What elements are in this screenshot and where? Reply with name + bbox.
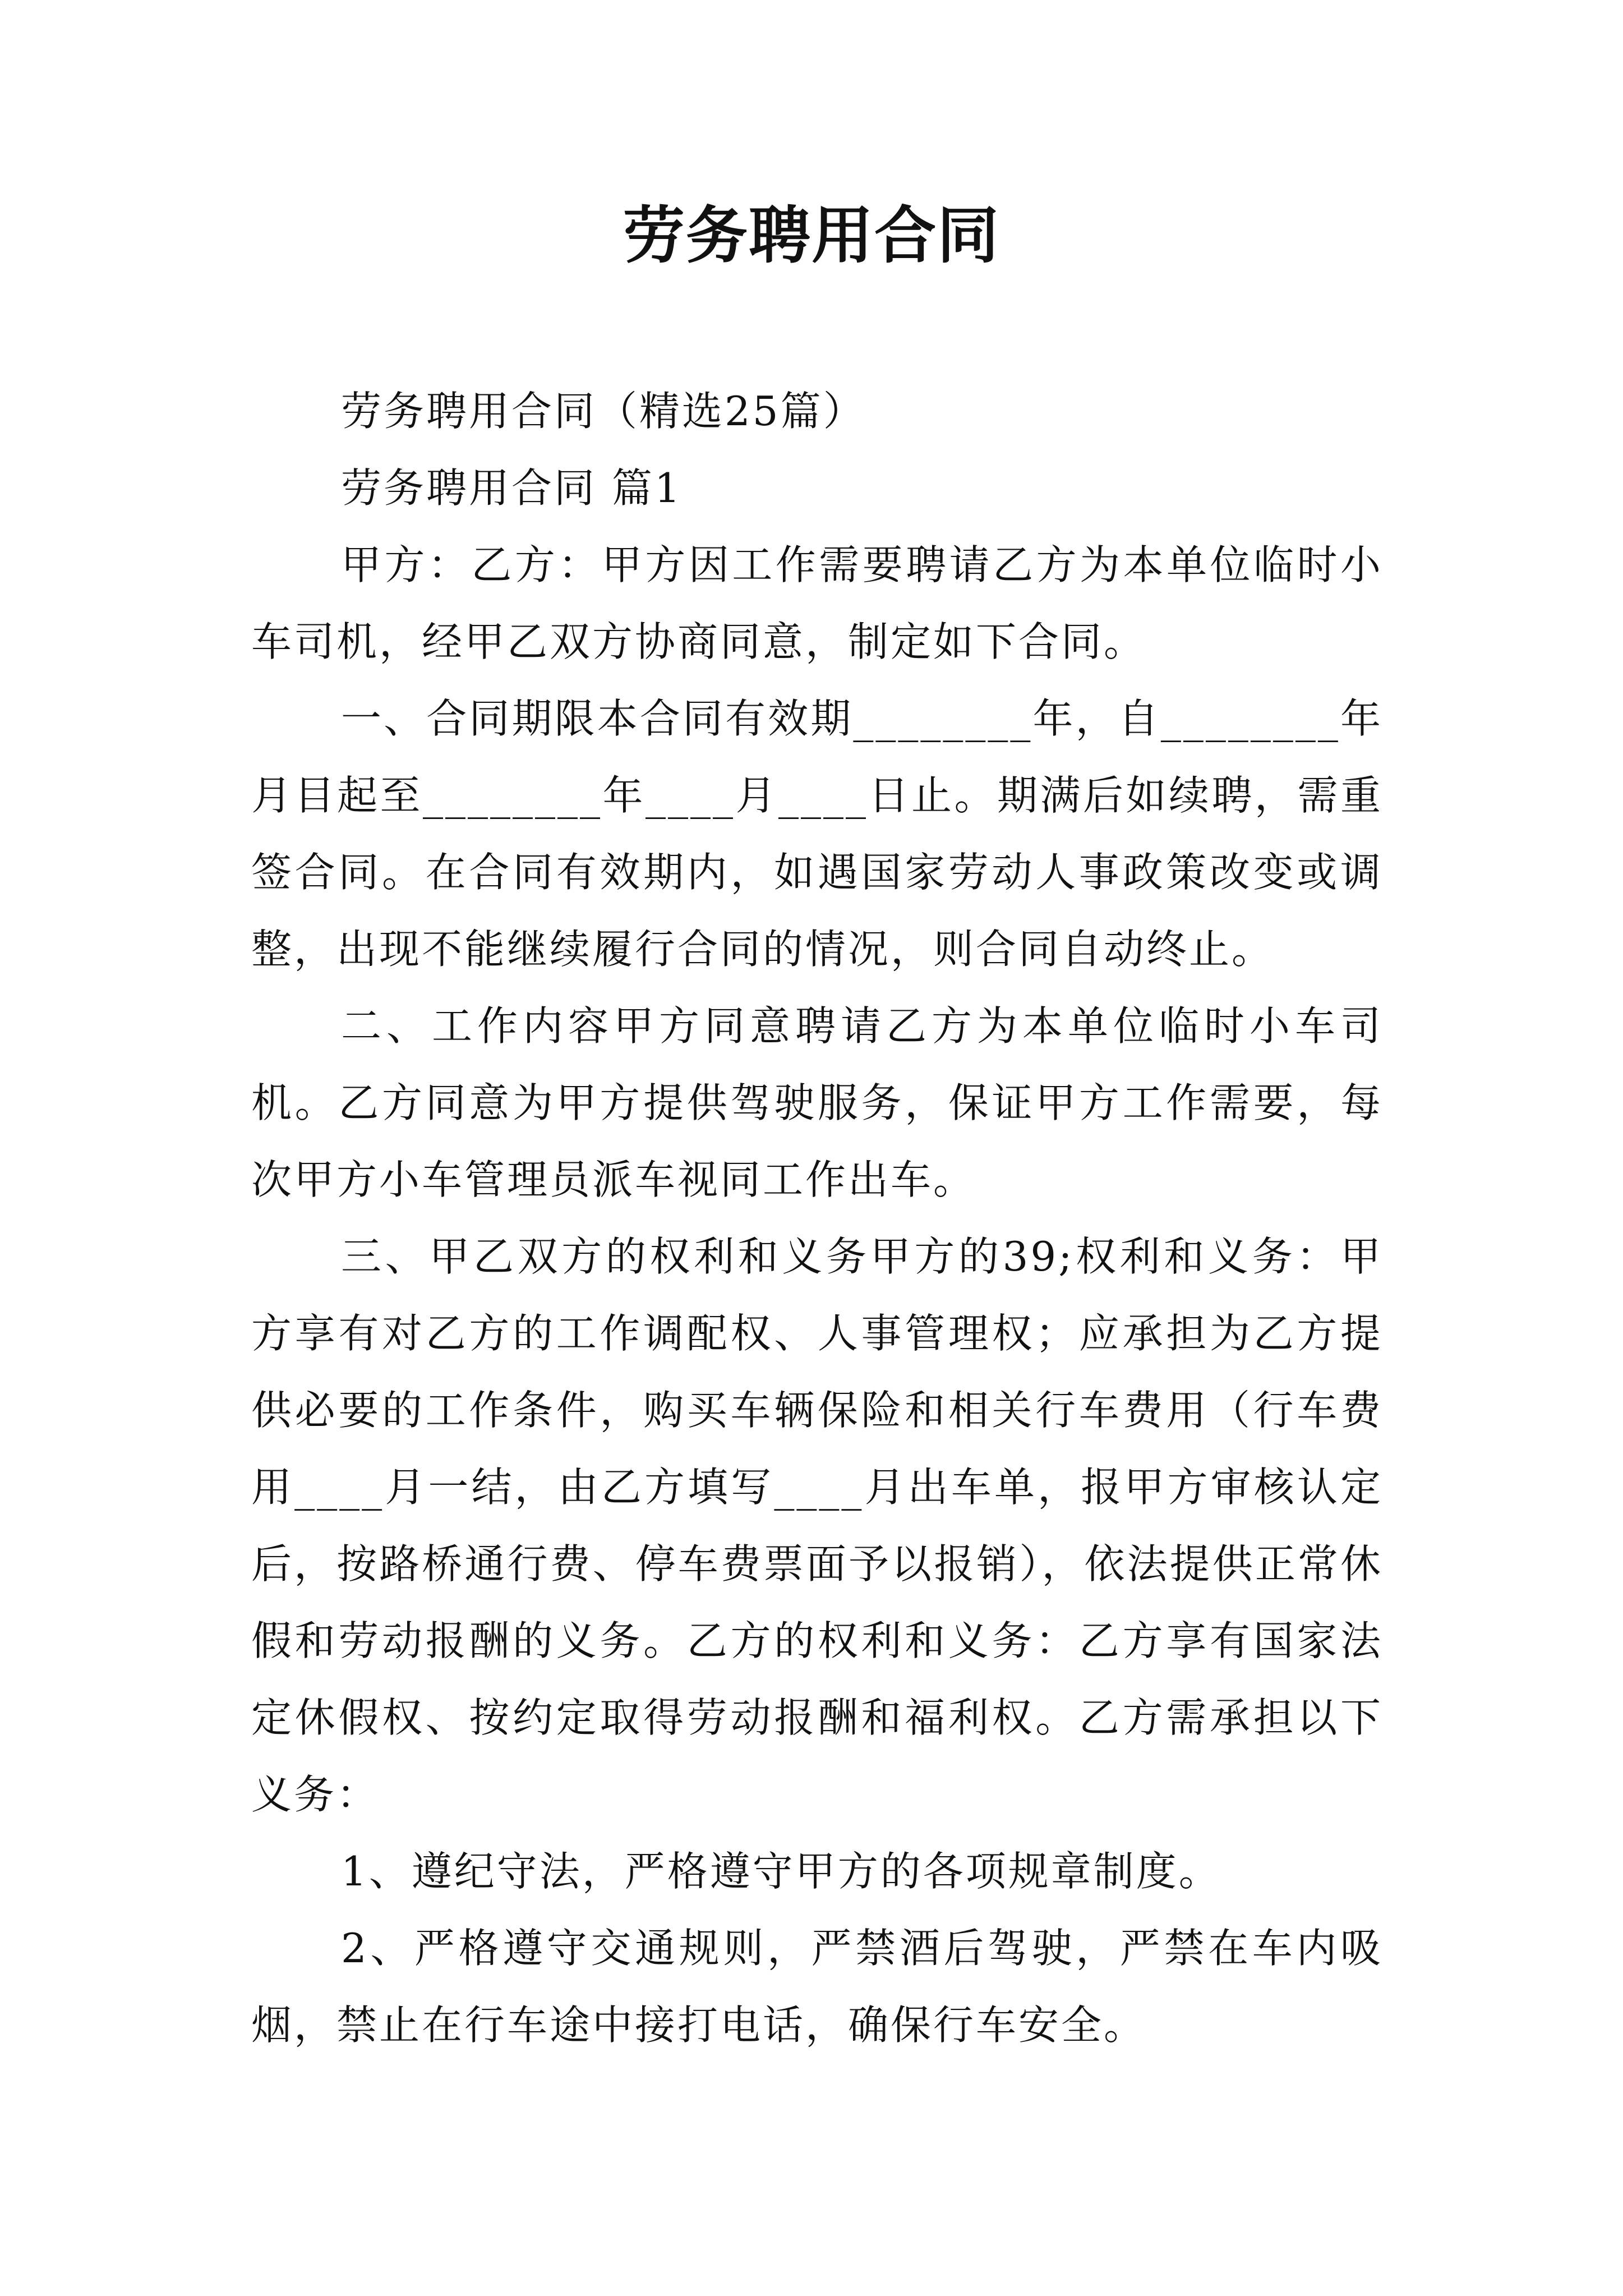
paragraph-term: 一、合同期限本合同有效期________年，自________年月目起至________年____月____日止。期满后如续聘，需重签合同。在合同有效期内，如遇国家劳动人事政策改变或调整，出现不能继续履行合同的情况，则合同自动终止。 xyxy=(251,695,1383,973)
document-title: 劳务聘用合同 xyxy=(623,199,1000,272)
paragraph-section-heading: 劳务聘用合同 篇1 xyxy=(341,464,683,512)
paragraph-parties: 甲方：乙方：甲方因工作需要聘请乙方为本单位临时小车司机，经甲乙双方协商同意，制定如下合同。 xyxy=(251,541,1383,665)
paragraph-rights-obligations: 三、甲乙双方的权利和义务甲方的39;权利和义务：甲方享有对乙方的工作调配权、人事管理权；应承担为乙方提供必要的工作条件，购买车辆保险和相关行车费用（行车费用____月一结，由乙方填写____月出车单，报甲方审核认定后，按路桥通行费、停车费票面予以报销），依法提供正常休假和劳动报酬的义务。乙方的权利和义务：乙方享有国家法定休假权、按约定取得劳动报酬和福利权。乙方需承担以下义务： xyxy=(251,1233,1383,1818)
paragraph-item-1: 1、遵纪守法，严格遵守甲方的各项规章制度。 xyxy=(341,1848,1221,1895)
paragraph-subtitle: 劳务聘用合同（精选25篇） xyxy=(341,388,866,435)
paragraph-item-2: 2、严格遵守交通规则，严禁酒后驾驶，严禁在车内吸烟，禁止在行车途中接打电话，确保行车安全。 xyxy=(251,1925,1383,2049)
paragraph-work-content: 二、工作内容甲方同意聘请乙方为本单位临时小车司机。乙方同意为甲方提供驾驶服务，保证甲方工作需要，每次甲方小车管理员派车视同工作出车。 xyxy=(251,1002,1383,1203)
document-body xyxy=(251,373,1383,2064)
